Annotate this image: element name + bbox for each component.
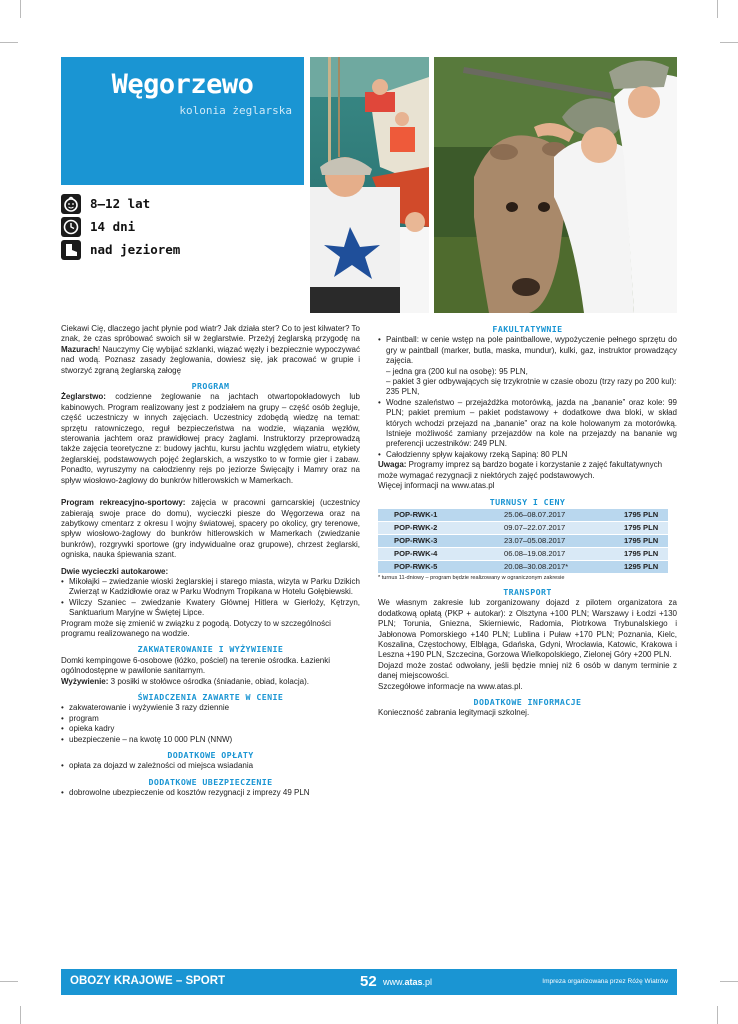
footer-url[interactable]: www.atas.pl xyxy=(383,977,433,987)
meta-age xyxy=(61,192,180,215)
meta-duration xyxy=(61,215,180,238)
meta-age-text: 8–12 lat xyxy=(90,196,151,211)
meta-duration-text: 14 dni xyxy=(90,219,136,234)
intro-paragraph: Ciekawi Cię, dlaczego jacht płynie pod wiatr? Jak działa ster? Co to jest kilwater? To znak, że czas spróbować swoich sił w żeglarstwie. Przeżyj żeglarską przygodę na Mazurach! Nauczymy Cię wybijać szklanki, wiązać węzły i bezpiecznie wypoczywać nad wodą. Poznasz zasady żeglowania, dowiesz się, jak pracować w grupie i stworzyć zgraną żeglarską załogę xyxy=(61,324,360,375)
turn-dates: 09.07–22.07.2017 xyxy=(504,522,624,534)
turns-heading: TURNUSY I CENY xyxy=(489,496,566,507)
turn-code: POP-RWK-5 xyxy=(378,561,504,573)
accommodation-text: Domki kempingowe 6-osobowe (łóżko, pościel) na terenie ośrodka. Łazienki ogólnodostępne w pawilonie sanitarnym. xyxy=(61,655,331,676)
program-heading: PROGRAM xyxy=(191,381,230,392)
turn-code: POP-RWK-3 xyxy=(378,535,504,547)
crop-mark xyxy=(20,0,21,18)
trips-label: Dwie wycieczki autokarowe: xyxy=(61,566,169,576)
program-note: Program może się zmienić w związku z pogodą. Dotyczy to w szczególności programu realizowanego na wodzie. xyxy=(61,618,331,638)
additional-info-heading: DODATKOWE INFORMACJE xyxy=(473,696,582,707)
additional-info-text: Konieczność zabrania legitymacji szkolnej. xyxy=(378,708,530,718)
sailing-photo xyxy=(310,57,429,313)
paintball-option: – jedna gra (200 kul na osobę): 95 PLN, xyxy=(386,366,528,376)
transport-text-2: Dojazd może zostać odwołany, jeśli będzie mniej niż 6 osób w danym terminie z danej miejscowości. xyxy=(378,660,677,681)
crop-mark xyxy=(717,0,718,18)
note-paragraph: Uwaga: Programy imprez są bardzo bogate i korzystanie z zajęć fakultatywnych może wymagać rezygnacji z niektórych zajęć podstawowych. xyxy=(378,460,663,480)
turn-code: POP-RWK-4 xyxy=(378,548,504,560)
list-item: • program xyxy=(61,714,360,724)
table-row xyxy=(378,561,668,573)
list-item: • Całodzienny spływ kajakowy rzeką Sapiną: 80 PLN xyxy=(378,450,677,460)
paintball-option: – pakiet 3 gier odbywających się trzykrotnie w czasie obozu (trzy razy po 200 kul): 235 PLN, xyxy=(386,377,677,397)
crop-mark xyxy=(0,42,18,43)
deer-photo xyxy=(434,57,677,313)
turn-dates: 25.06–08.07.2017 xyxy=(504,509,624,521)
list-item: • opłata za dojazd w zależności od miejsca wsiadania xyxy=(61,761,360,771)
turn-dates: 23.07–05.08.2017 xyxy=(504,535,624,547)
crop-mark xyxy=(717,1006,718,1024)
extra-fees-heading: DODATKOWE OPŁATY xyxy=(167,750,254,761)
table-row xyxy=(378,535,668,547)
turn-price: 1795 PLN xyxy=(624,548,668,560)
turn-price: 1795 PLN xyxy=(624,535,668,547)
left-column xyxy=(61,324,360,799)
list-item: • Mikołajki – zwiedzanie wioski żeglarskiej i starego miasta, wizyta w Parku Dzikich Zwierząt w Kadzidłowie oraz w Parku Wodnym Tropikana w Hotelu Gołębiewski. xyxy=(61,577,360,598)
table-row xyxy=(378,522,668,534)
turns-note: * turnus 11-dniowy – program będzie realizowany w ograniczonym zakresie xyxy=(378,574,565,581)
title-box xyxy=(61,57,304,185)
meta-info xyxy=(61,192,180,261)
transport-text: We własnym zakresie lub zorganizowany dojazd z pilotem organizatora za dodatkową opłatą (PKP + autokar): z Olsztyna +100 PLN; Warszawy i Łodzi +130 PLN; Torunia, Gniezna, Skierniewic, Radomia, Piotrkowa Trybunalskiego i Jabłonowa Pomorskiego +140 PLN; Lublina i Puław +170 PLN; Poznania, Kielc, Koszalina, Częstochowy, Elbląga, Gdańska, Gdyni, Wrocławia, Katowic, Krakowa i Leszna +190 PLN, Szczecina, Gorzowa Wielkopolskiego, Zielonej Góry +200 PLN. xyxy=(378,598,677,660)
turns-table xyxy=(378,508,668,574)
turn-dates: 20.08–30.08.2017* xyxy=(504,561,624,573)
recreation-paragraph: Program rekreacyjno-sportowy: zajęcia w pracowni garncarskiej (uczestnicy zabierają swoje prace do domu), wycieczki piesze do Węgorzewa oraz na zabytkowy cmentarz z okresu I wojny światowej, spacery po okolicy, gry terenowe, spływ wiosłowo-żaglowy do bunkrów hitlerowskich w Mamerkach (zwiedzanie bunkrów), rozgrywki sportowe (gry indywidualne oraz grupowe), chrzest żeglarski, ogniska, nauka śpiewania szant. xyxy=(61,498,360,560)
list-item: • Wodne szaleństwo – przejażdżka motorówką, jazda na „bananie” oraz kole: 99 PLN; pakiet premium – pakiet podstawowy + dodatkowe dwa bloki, w skład których wchodzi przejazd na „bananie” oraz na kole holowanym za motorówką. Istnieje możliwość zamiany przejazdów na kole na przejazdy na bananie wg preferencji uczestników: 249 PLN. xyxy=(378,398,677,450)
right-column xyxy=(378,324,677,719)
list-item: • Wilczy Szaniec – zwiedzanie Kwatery Głównej Hitlera w Gierłoży, Kętrzyn, Sanktuarium Maryjne w Świętej Lipce. xyxy=(61,598,360,619)
crop-mark xyxy=(0,981,18,982)
meta-location xyxy=(61,238,180,261)
turn-dates: 06.08–19.08.2017 xyxy=(504,548,624,560)
crop-mark xyxy=(720,42,738,43)
turn-price: 1295 PLN xyxy=(624,561,668,573)
page-title: Węgorzewo xyxy=(111,69,254,100)
list-item: • dobrowolne ubezpieczenie od kosztów rezygnacji z imprezy 49 PLN xyxy=(61,788,360,798)
meta-location-text: nad jeziorem xyxy=(90,242,181,257)
page-number: 52 xyxy=(360,973,377,990)
crop-mark xyxy=(720,981,738,982)
turn-price: 1795 PLN xyxy=(624,509,668,521)
clock-icon xyxy=(61,217,81,237)
list-item: • zakwaterowanie i wyżywienie 3 razy dziennie xyxy=(61,703,360,713)
turn-price: 1795 PLN xyxy=(624,522,668,534)
table-row xyxy=(378,548,668,560)
transport-text-3: Szczegółowe informacje na www.atas.pl. xyxy=(378,681,523,691)
transport-heading: TRANSPORT xyxy=(503,586,552,597)
more-info: Więcej informacji na www.atas.pl xyxy=(378,481,495,491)
extra-insurance-heading: DODATKOWE UBEZPIECZENIE xyxy=(148,776,273,787)
list-item: • opieka kadry xyxy=(61,724,360,734)
turn-code: POP-RWK-1 xyxy=(378,509,504,521)
footer-bar xyxy=(61,969,677,995)
sailing-paragraph: Żeglarstwo: codzienne żeglowanie na jachtach otwartopokładowych lub kabinowych. Program realizowany jest z podziałem na grupy – część osób żegluje, część uczestniczy w innych zajęciach. Uczestnicy zdobędą wiedzę na temat: sprzętu ratowniczego, reguł bezpieczeństwa na wodzie, wiązania węzłów, sterowania jachtem oraz prawidłowej pracy żaglami. Instruktorzy przeprowadzą także zajęcia teoretyczne z: budowy jachtu, kursu jachtu względem wiatru, etykiety żeglarskiej, podstawowych pojęć żeglarskich, a wszystko to w formie gier i zabaw. Ponadto, wyruszymy na całodzienny rejs po jeziorze Święcajty i Mamry oraz na spływ wiosłowo-żaglowy do bunkrów hitlerowskich w Mamerkach. xyxy=(61,392,360,485)
accommodation-heading: ZAKWATEROWANIE I WYŻYWIENIE xyxy=(137,644,284,655)
meals-text: Wyżywienie: 3 posiłki w stołówce ośrodka (śniadanie, obiad, kolacja). xyxy=(61,676,309,686)
crop-mark xyxy=(20,1006,21,1024)
child-face-icon xyxy=(61,194,81,214)
footer-organizer: Impreza organizowana przez Różę Wiatrów xyxy=(542,978,668,985)
footer-section: OBOZY KRAJOWE – SPORT xyxy=(70,975,226,987)
boot-icon xyxy=(61,240,81,260)
optional-heading: FAKULTATYWNIE xyxy=(492,324,563,334)
table-row xyxy=(378,509,668,521)
included-heading: ŚWIADCZENIA ZAWARTE W CENIE xyxy=(137,692,284,702)
page-subtitle: kolonia żeglarska xyxy=(179,104,292,117)
turn-code: POP-RWK-2 xyxy=(378,522,504,534)
list-item: • ubezpieczenie – na kwotę 10 000 PLN (NNW) xyxy=(61,735,360,745)
list-item: • Paintball: w cenie wstęp na pole paintballowe, wypożyczenie pełnego sprzętu do gry w paintball (marker, butla, maska, mundur), kulki, gaz, instruktor prowadzący zajęcia. xyxy=(378,335,677,366)
